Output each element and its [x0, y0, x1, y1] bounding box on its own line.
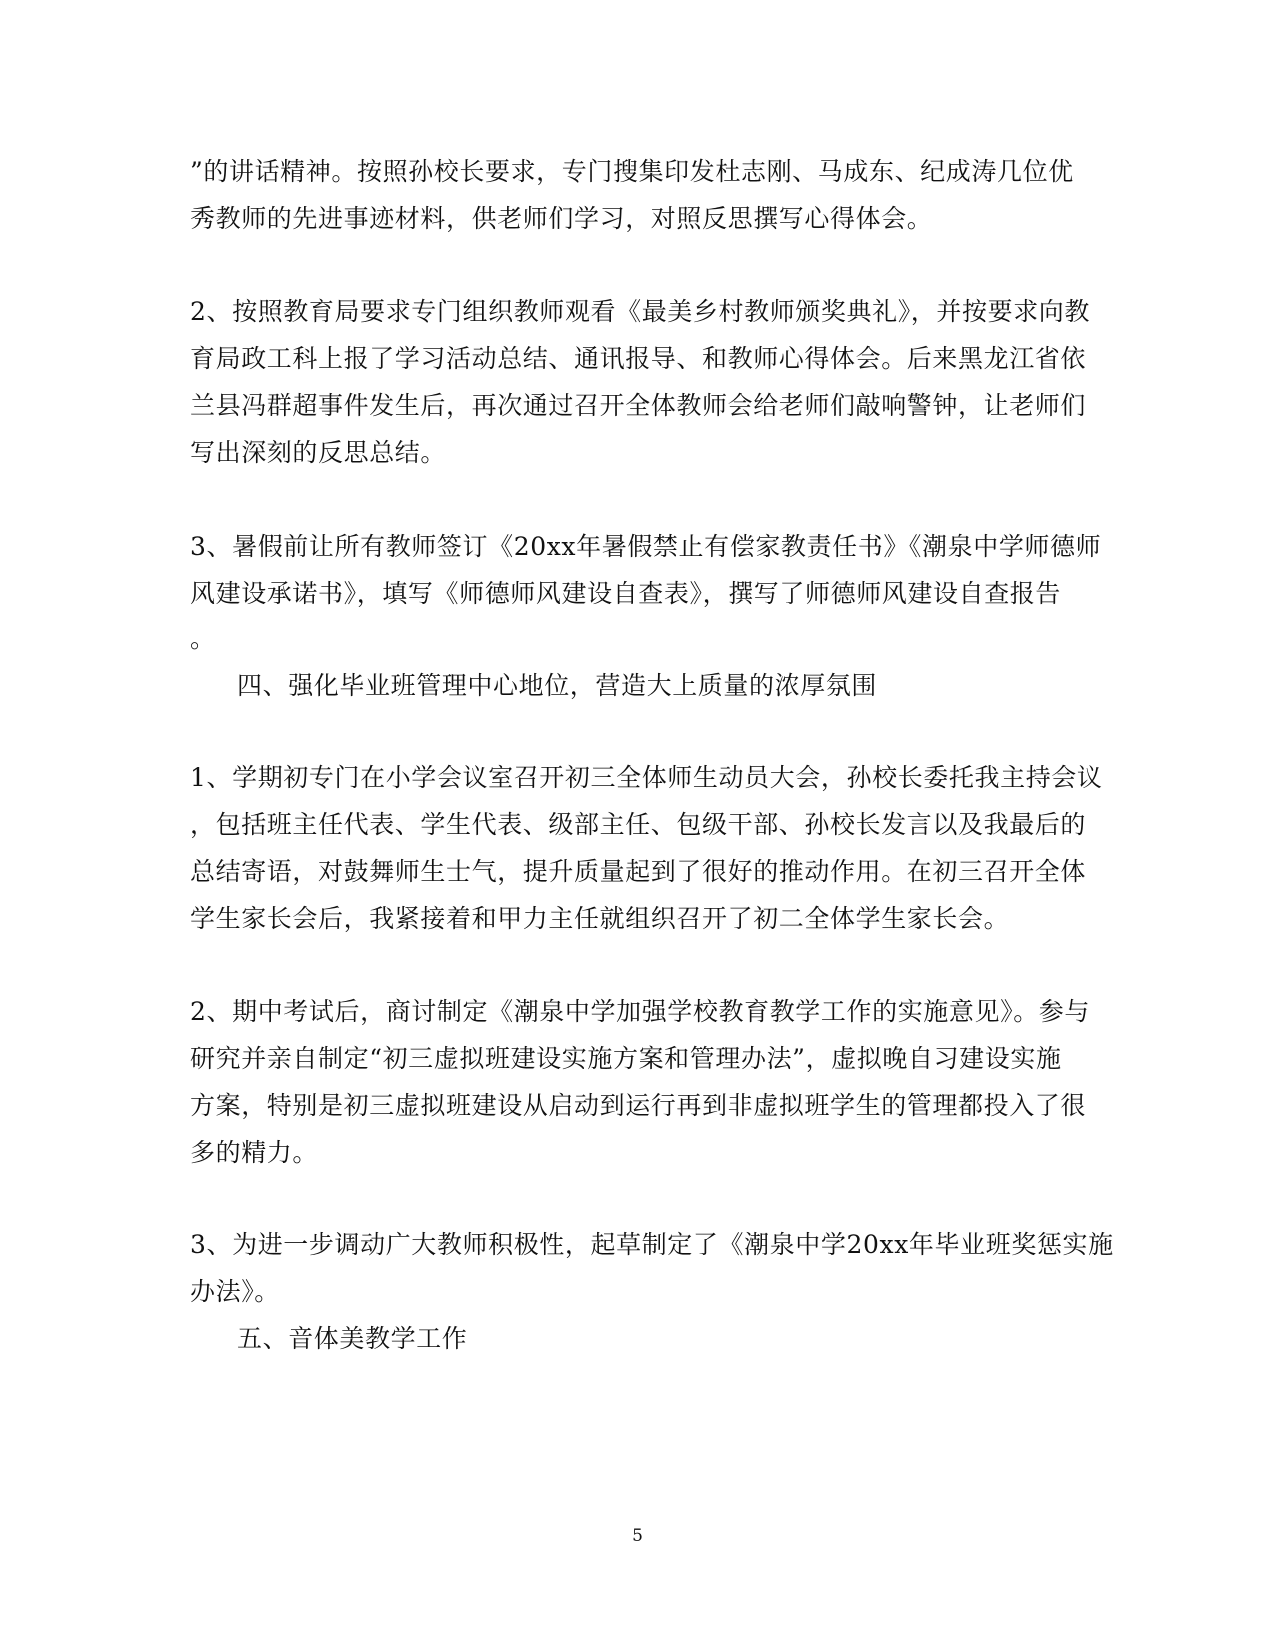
- text-line: 多的精力。: [190, 1138, 319, 1167]
- text-line: 办法》。: [190, 1277, 280, 1306]
- text-line: 3、为进一步调动广大教师积极性，起草制定了《潮泉中学20xx年毕业班奖惩实施: [190, 1230, 1114, 1259]
- text-line: ”的讲话精神。按照孙校长要求，专门搜集印发杜志刚、马成东、纪成涛几位优: [190, 157, 1074, 186]
- text-line: 写出深刻的反思总结。: [190, 438, 447, 467]
- text-line: 秀教师的先进事迹材料，供老师们学习，对照反思撰写心得体会。: [190, 204, 933, 233]
- text-line: 风建设承诺书》，填写《师德师风建设自查表》，撰写了师德师风建设自查报告: [190, 579, 1062, 608]
- text-line: 总结寄语，对鼓舞师生士气，提升质量起到了很好的推动作用。在初三召开全体: [190, 857, 1087, 886]
- text-line: 育局政工科上报了学习活动总结、通讯报导、和教师心得体会。后来黑龙江省依: [190, 344, 1087, 373]
- section-heading: 四、强化毕业班管理中心地位，营造大上质量的浓厚氛围: [237, 671, 878, 700]
- text-line: 学生家长会后，我紧接着和甲力主任就组织召开了初二全体学生家长会。: [190, 904, 1010, 933]
- text-line: 1、学期初专门在小学会议室召开初三全体师生动员大会，孙校长委托我主持会议: [190, 763, 1103, 792]
- text-line: 2、期中考试后，商讨制定《潮泉中学加强学校教育教学工作的实施意见》。参与: [190, 997, 1091, 1026]
- text-line: 研究并亲自制定“初三虚拟班建设实施方案和管理办法”，虚拟晚自习建设实施: [190, 1044, 1062, 1073]
- section-heading: 五、音体美教学工作: [237, 1324, 468, 1353]
- text-line: 。: [190, 624, 216, 653]
- text-line: 3、暑假前让所有教师签订《20xx年暑假禁止有偿家教责任书》《潮泉中学师德师: [190, 532, 1102, 561]
- text-line: ，包括班主任代表、学生代表、级部主任、包级干部、孙校长发言以及我最后的: [190, 810, 1087, 839]
- text-line: 兰县冯群超事件发生后，再次通过召开全体教师会给老师们敲响警钟，让老师们: [190, 391, 1087, 420]
- text-line: 2、按照教育局要求专门组织教师观看《最美乡村教师颁奖典礼》，并按要求向教: [190, 297, 1091, 326]
- text-line: 方案，特别是初三虚拟班建设从启动到运行再到非虚拟班学生的管理都投入了很: [190, 1091, 1087, 1120]
- page-number: 5: [632, 1526, 643, 1546]
